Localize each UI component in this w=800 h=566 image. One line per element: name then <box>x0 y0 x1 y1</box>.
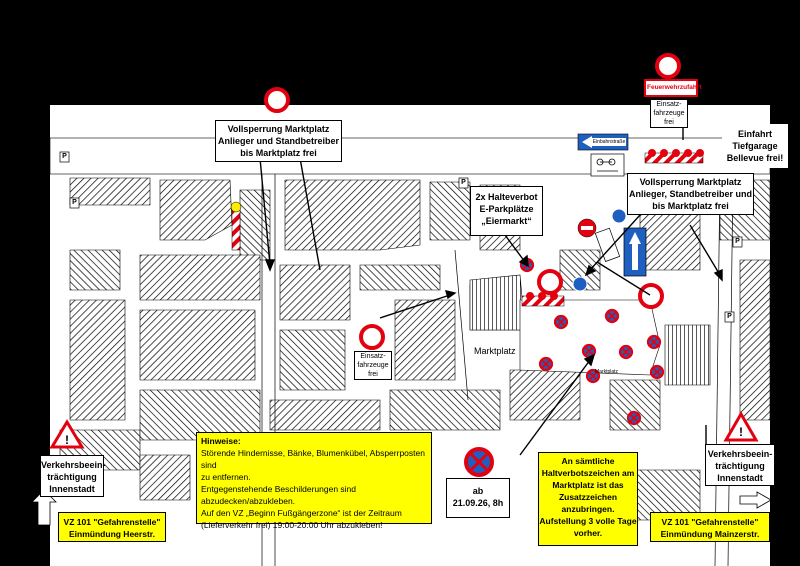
box-line: 21.09.26, 8h <box>452 498 504 508</box>
einsatzfahrzeuge-left-sign <box>354 351 392 380</box>
box-line: Aufstellung 3 volle Tage <box>539 516 637 526</box>
feuerwehrzufahrt-sign: Feuerwehrzufahrt <box>647 84 702 91</box>
no-vehicles-sign-icon <box>657 55 679 77</box>
no-vehicles-sign-icon <box>539 271 561 293</box>
vz-right-box <box>650 512 770 542</box>
callout-line: Tiefgarage <box>732 141 778 151</box>
box-line: vorher. <box>573 528 603 538</box>
parking-marker: P <box>62 153 67 160</box>
callout-line: bis Marktplatz frei <box>240 148 317 158</box>
callout-line: Bellevue frei! <box>726 153 784 163</box>
verkehr-left-box <box>40 455 104 497</box>
no-stopping-sign-icon <box>466 449 492 475</box>
box-line: ab <box>472 486 484 496</box>
callout-vollsperrung-right <box>627 173 754 215</box>
sign-line: Einsatz- <box>656 101 682 108</box>
hinweise-line: zu entfernen. <box>201 472 251 482</box>
sign-line: Einsatz- <box>360 353 386 360</box>
sign-line: fahrzeuge <box>357 362 389 369</box>
svg-text:!: ! <box>65 433 69 447</box>
hinweise-title: Hinweise: <box>201 436 241 446</box>
box-line: trächtigung <box>47 472 97 482</box>
callout-line: E-Parkplätze <box>479 204 534 214</box>
box-line: anzubringen. <box>561 504 615 514</box>
box-line: VZ 101 "Gefahrenstelle" <box>661 517 759 527</box>
barrier-post-icon <box>232 208 240 250</box>
box-line: Haltverbotszeichen am <box>541 468 635 478</box>
box-line: VZ 101 "Gefahrenstelle" <box>63 517 161 527</box>
box-line: Innenstadt <box>717 473 763 483</box>
callout-line: Einfahrt <box>737 129 772 139</box>
svg-text:Marktplatz: Marktplatz <box>595 369 619 375</box>
parking-marker: P <box>727 313 732 320</box>
haltverbotszeichen-box <box>538 452 638 546</box>
einsatzfahrzeuge-top-sign <box>650 99 688 128</box>
sign-line: fahrzeuge <box>653 110 685 117</box>
svg-text:!: ! <box>739 425 743 439</box>
parking-marker: P <box>735 238 740 245</box>
no-entry-sign-icon <box>578 219 596 237</box>
one-way-arrow-sign-icon <box>624 228 646 276</box>
sign-line: frei <box>368 371 378 378</box>
callout-line: Vollsperrung Marktplatz <box>227 124 330 134</box>
hinweise-box <box>196 432 432 530</box>
box-line: Verkehrsbeein- <box>707 449 773 459</box>
no-vehicles-sign-icon <box>640 285 662 307</box>
box-line: trächtigung <box>715 461 765 471</box>
box-line: Zusatzzeichen <box>558 492 618 502</box>
no-vehicles-sign-icon <box>266 89 288 111</box>
parking-marker: P <box>461 179 466 186</box>
sign-line: frei <box>664 119 674 126</box>
einbahnstrasse-sign: Einbahnstraße <box>592 139 626 145</box>
verkehr-right-box <box>705 444 775 486</box>
callout-line: Vollsperrung Marktplatz <box>639 177 742 187</box>
marktplatz-label: Marktplatz <box>474 346 516 356</box>
callout-vollsperrung-left <box>215 120 342 162</box>
callout-line: 2x Halteverbot <box>475 192 538 202</box>
callout-line: „Eiermarkt“ <box>481 216 532 226</box>
parking-marker: P <box>72 199 77 206</box>
box-line: Marktplatz ist das <box>552 480 624 490</box>
box-line: Einmündung Mainzerstr. <box>660 529 760 539</box>
no-vehicles-sign-icon <box>361 326 383 348</box>
callout-line: Anlieger und Standbetreiber <box>217 136 340 146</box>
hinweise-line: Auf den VZ „Beginn Fußgängerzone“ ist der Zeitraum <box>201 508 402 518</box>
callout-halteverbot <box>470 186 543 236</box>
box-line: Innenstadt <box>49 484 95 494</box>
box-line: Verkehrsbeein- <box>41 460 106 470</box>
callout-einfahrt <box>722 124 788 168</box>
callout-line: bis Marktplatz frei <box>652 201 729 211</box>
vz-left-box <box>58 512 166 542</box>
box-line: An sämtliche <box>561 456 615 466</box>
hinweise-line: Störende Hindernisse, Bänke, Blumenkübel, Absperrposten sind <box>201 448 425 470</box>
ab-date-box <box>446 478 510 518</box>
hinweise-line: (Lieferverkehr frei) 19:00-20:00 Uhr abzukleben! <box>201 520 383 530</box>
box-line: Einmündung Heerstr. <box>69 529 155 539</box>
hinweise-line: abzudecken/abzukleben. <box>201 496 296 506</box>
hinweise-line: Entgegenstehende Beschilderungen sind <box>201 484 357 494</box>
callout-line: Anlieger, Standbetreiber und <box>628 189 753 199</box>
bicycle-sign-icon <box>591 154 624 176</box>
